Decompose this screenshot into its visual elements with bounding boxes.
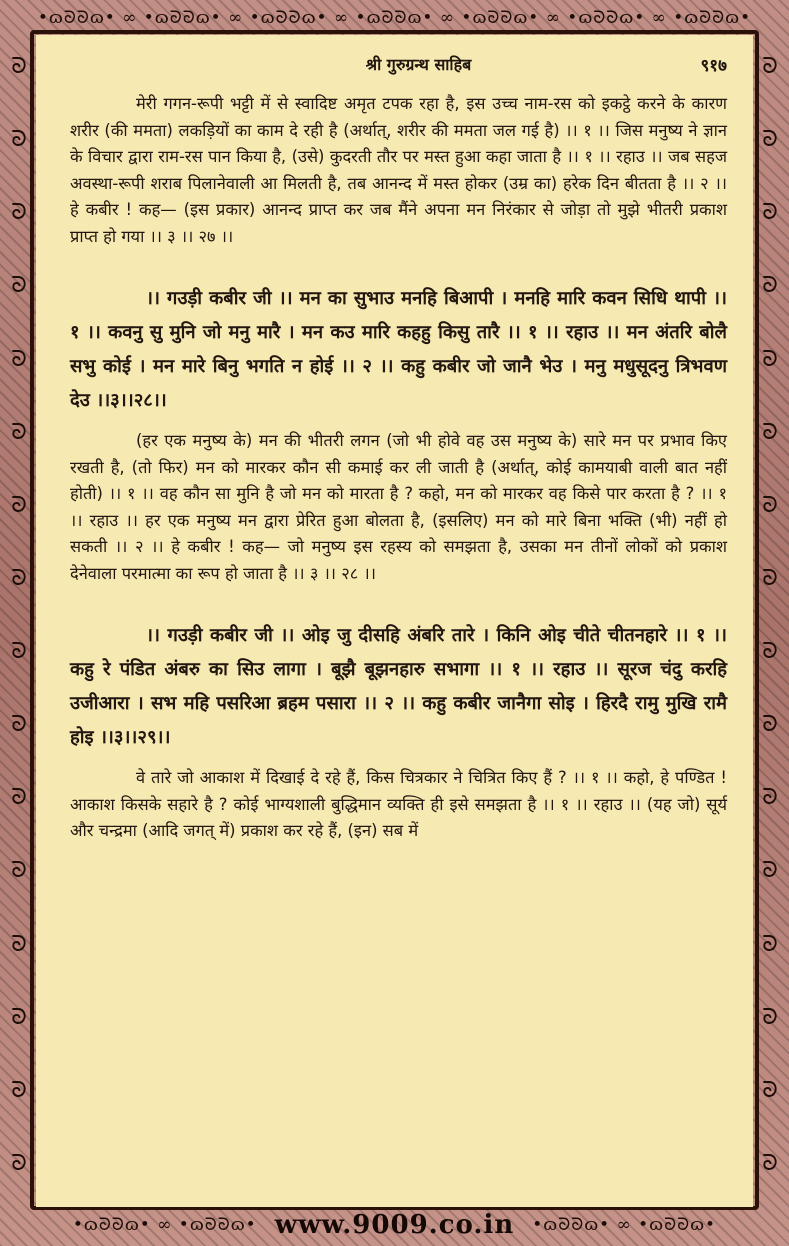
verse-gauri-kabir-29: ।। गउड़ी कबीर जी ।। ओइ जु दीसहि अंबरि तारे । किनि ओइ चीते चीतनहारे ।। १ ।। कहु रे पंडित अंबरु का सिउ लागा । बूझै बूझनहारु सभागा ।। १ ।। रहाउ ।। सूरज चंदु करहि उजीआरा । सभ महि पसरिआ ब्रहम पसारा ।। २ ।। कहु कबीर जानैगा सोइ । हिरदै रामु मुखि रामै होइ ।।३।।२९।। [70, 625, 727, 748]
bottom-border [0, 1204, 789, 1246]
verse-gauri-kabir-28: ।। गउड़ी कबीर जी ।। मन का सुभाउ मनहि बिआपी । मनहि मारि कवन सिधि थापी ।। १ ।। कवनु सु मुनि जो मनु मारै । मन कउ मारि कहहु किसु तारै ।। १ ।। रहाउ ।। मन अंतरि बोलै सभु कोई । मन मारे बिनु भगति न होई ।। २ ।। कहु कबीर जो जानै भेउ । मनु मधुसूदनु त्रिभवण देउ ।।३।।२८।। [70, 288, 727, 411]
page-title: श्री गुरुग्रन्थ साहिब [365, 55, 472, 74]
page-header [70, 53, 727, 79]
right-border-ornament: ᘐ ᘐ ᘐ ᘐ ᘐ ᘐ ᘐ ᘐ ᘐ ᘐ ᘐ ᘐ ᘐ ᘐ ᘐ ᘐ [762, 54, 778, 1176]
scripture-page [36, 35, 753, 1207]
page-number: ९१७ [700, 56, 727, 76]
translation-paragraph-3: वे तारे जो आकाश में दिखाई दे रहे हैं, किस चित्रकार ने चित्रित किए हैं ? ।। १ ।। कहो, हे पण्डित ! आकाश किसके सहारे है ? कोई भाग्यशाली बुद्धिमान व्यक्ति ही इसे समझता है ।। १ ।। रहाउ ।। (यह जो) सूर्य और चन्द्रमा (आदि जगत् में) प्रकाश कर रहे हैं, (इन) सब में [70, 768, 727, 840]
website-watermark: www.9009.co.in [274, 1210, 515, 1240]
bottom-ornament-left: •ɷᘐᘐɷ• ∞ •ɷᘐᘐɷ• [72, 1215, 257, 1235]
left-border-ornament: ᘐ ᘐ ᘐ ᘐ ᘐ ᘐ ᘐ ᘐ ᘐ ᘐ ᘐ ᘐ ᘐ ᘐ ᘐ ᘐ [11, 54, 27, 1176]
translation-paragraph-2: (हर एक मनुष्य के) मन की भीतरी लगन (जो भी होवे वह उस मनुष्य के) सारे मन पर प्रभाव किए रखती है, (तो फिर) मन को मारकर कौन सी कमाई कर ली जाती है (अर्थात्, कोई कामयाबी वाली बात नहीं होती) ।। १ ।। वह कौन सा मुनि है जो मन को मारता है ? कहो, मन को मारकर वह किसे पार करता है ? ।। १ ।। रहाउ ।। हर एक मनुष्य मन द्वारा प्रेरित हुआ बोलता है, (इसलिए) मन को मारे बिना भक्ति (भी) नहीं हो सकती ।। २ ।। हे कबीर ! कह— जो मनुष्य इस रहस्य को समझता है, उसका मन तीनों लोकों को प्रकाश देनेवाला परमात्मा का रूप हो जाता है ।। ३ ।। २८ ।। [70, 431, 727, 583]
top-border-ornament: •ɷᘐᘐɷ• ∞ •ɷᘐᘐɷ• ∞ •ɷᘐᘐɷ• ∞ •ɷᘐᘐɷ• ∞ •ɷᘐᘐɷ• ∞ •ɷᘐᘐɷ• ∞ •ɷᘐᘐɷ• [37, 8, 752, 28]
translation-paragraph-1: मेरी गगन-रूपी भट्टी में से स्वादिष्ट अमृत टपक रहा है, इस उच्च नाम-रस को इकट्ठे करने के कारण शरीर (की ममता) लकड़ियों का काम दे रही है (अर्थात्, शरीर की ममता जल गई है) ।। १ ।। जिस मनुष्य ने ज्ञान के विचार द्वारा राम-रस पान किया है, (उसे) कुदरती तौर पर मस्त हुआ कहा जाता है ।। १ ।। रहाउ ।। जब सहज अवस्था-रूपी शराब पिलानेवाली आ मिलती है, तब आनन्द में मस्त होकर (उम्र का) हरेक दिन बीतता है ।। २ ।। हे कबीर ! कह— (इस प्रकार) आनन्द प्राप्त कर जब मैंने अपना मन निरंकार से जोड़ा तो मुझे भीतरी प्रकाश प्राप्त हो गया ।। ३ ।। २७ ।। [70, 94, 728, 246]
bottom-ornament-right: •ɷᘐᘐɷ• ∞ •ɷᘐᘐɷ• [532, 1215, 717, 1235]
